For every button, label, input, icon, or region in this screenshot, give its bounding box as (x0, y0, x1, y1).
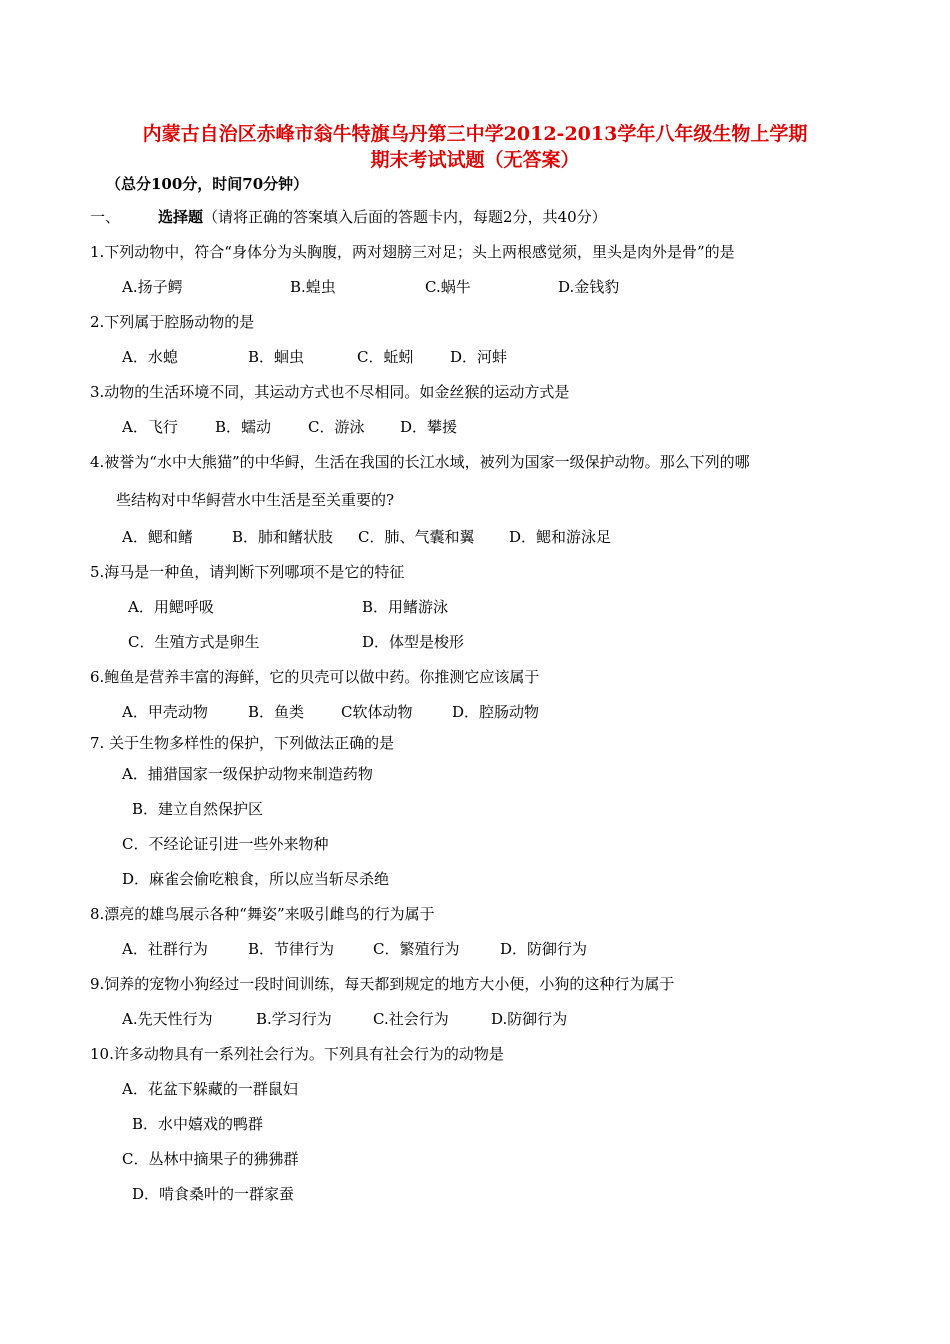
question-4-option-b: B．肺和鳍状肢 (232, 528, 334, 546)
question-6-option-c: C软体动物 (341, 703, 413, 721)
question-10-option-b: B．水中嬉戏的鸭群 (132, 1115, 264, 1133)
question-4-option-c: C．肺、气囊和翼 (358, 528, 475, 546)
exam-title-line1: 内蒙古自治区赤峰市翁牛特旗乌丹第三中学2012-2013学年八年级生物上学期 (142, 123, 808, 145)
question-6-option-d: D．腔肠动物 (452, 703, 540, 721)
question-4-stem: 4.被誉为“水中大熊猫”的中华鲟，生活在我国的长江水域，被列为国家一级保护动物。那么下列的哪 (90, 453, 750, 471)
question-3-option-b: B．蠕动 (215, 418, 272, 436)
question-2-option-c: C．蚯蚓 (357, 348, 414, 366)
question-3-stem: 3.动物的生活环境不同，其运动方式也不尽相同。如金丝猴的运动方式是 (90, 383, 570, 401)
question-9-option-a: A.先天性行为 (122, 1010, 213, 1028)
question-2-option-a: A．水螅 (122, 348, 178, 366)
section-heading (90, 207, 607, 227)
question-6-stem: 6.鲍鱼是营养丰富的海鲜，它的贝壳可以做中药。你推测它应该属于 (90, 668, 540, 686)
question-1-option-b: B.蝗虫 (290, 278, 336, 296)
question-3-option-d: D．攀援 (400, 418, 458, 436)
question-5-option-d: D．体型是梭形 (362, 633, 465, 651)
question-5-stem: 5.海马是一种鱼，请判断下列哪项不是它的特征 (90, 563, 405, 581)
question-8-option-a: A．社群行为 (122, 940, 208, 958)
question-10-stem: 10.许多动物具有一系列社会行为。下列具有社会行为的动物是 (90, 1045, 504, 1063)
question-1-option-d: D.金钱豹 (558, 278, 620, 296)
exam-meta: （总分100分，时间70分钟） (106, 175, 309, 193)
question-4-option-a: A．鳃和鳍 (122, 528, 193, 546)
exam-title-line2: 期末考试试题（无答案） (370, 149, 580, 171)
question-1-option-a: A.扬子鳄 (122, 278, 183, 296)
question-3-option-c: C．游泳 (308, 418, 365, 436)
question-5-option-b: B．用鳍游泳 (362, 598, 449, 616)
question-5-option-a: A．用鳃呼吸 (128, 598, 214, 616)
question-3-option-a: A．飞行 (122, 418, 178, 436)
question-9-option-d: D.防御行为 (491, 1010, 568, 1028)
question-4-option-d: D．鳃和游泳足 (509, 528, 612, 546)
question-7-option-a: A．捕猎国家一级保护动物来制造药物 (122, 765, 373, 783)
question-7-option-d: D．麻雀会偷吃粮食，所以应当斩尽杀绝 (122, 870, 390, 888)
question-9-stem: 9.饲养的宠物小狗经过一段时间训练，每天都到规定的地方大小便，小狗的这种行为属于 (90, 975, 675, 993)
question-1-stem: 1.下列动物中，符合“身体分为头胸腹，两对翅膀三对足；头上两根感觉须，里头是肉外是骨”的是 (90, 243, 735, 261)
question-9-option-c: C.社会行为 (373, 1010, 449, 1028)
question-2-option-d: D．河蚌 (450, 348, 508, 366)
question-1-option-c: C.蜗牛 (425, 278, 471, 296)
question-10-option-d: D．啃食桑叶的一群家蚕 (132, 1185, 295, 1203)
question-8-option-c: C．繁殖行为 (373, 940, 460, 958)
question-5-option-c: C．生殖方式是卵生 (128, 633, 260, 651)
question-2-stem: 2.下列属于腔肠动物的是 (90, 313, 255, 331)
question-7-option-c: C．不经论证引进一些外来物种 (122, 835, 329, 853)
question-8-option-d: D．防御行为 (500, 940, 588, 958)
question-6-option-a: A．甲壳动物 (122, 703, 208, 721)
question-2-option-b: B．蛔虫 (248, 348, 305, 366)
question-10-option-c: C．丛林中摘果子的狒狒群 (122, 1150, 299, 1168)
question-8-stem: 8.漂亮的雄鸟展示各种“舞姿”来吸引雌鸟的行为属于 (90, 905, 435, 923)
question-8-option-b: B．节律行为 (248, 940, 335, 958)
question-10-option-a: A．花盆下躲藏的一群鼠妇 (122, 1080, 298, 1098)
question-4-stem-continued: 些结构对中华鲟营水中生活是至关重要的? (116, 491, 395, 509)
section-instruction: （请将正确的答案填入后面的答题卡内，每题2分，共40分） (203, 208, 607, 226)
question-7-stem: 7. 关于生物多样性的保护，下列做法正确的是 (90, 734, 395, 752)
question-6-option-b: B．鱼类 (248, 703, 305, 721)
question-9-option-b: B.学习行为 (256, 1010, 332, 1028)
section-number: 一、 (90, 208, 121, 226)
section-name: 选择题 (158, 208, 204, 226)
question-7-option-b: B．建立自然保护区 (132, 800, 264, 818)
